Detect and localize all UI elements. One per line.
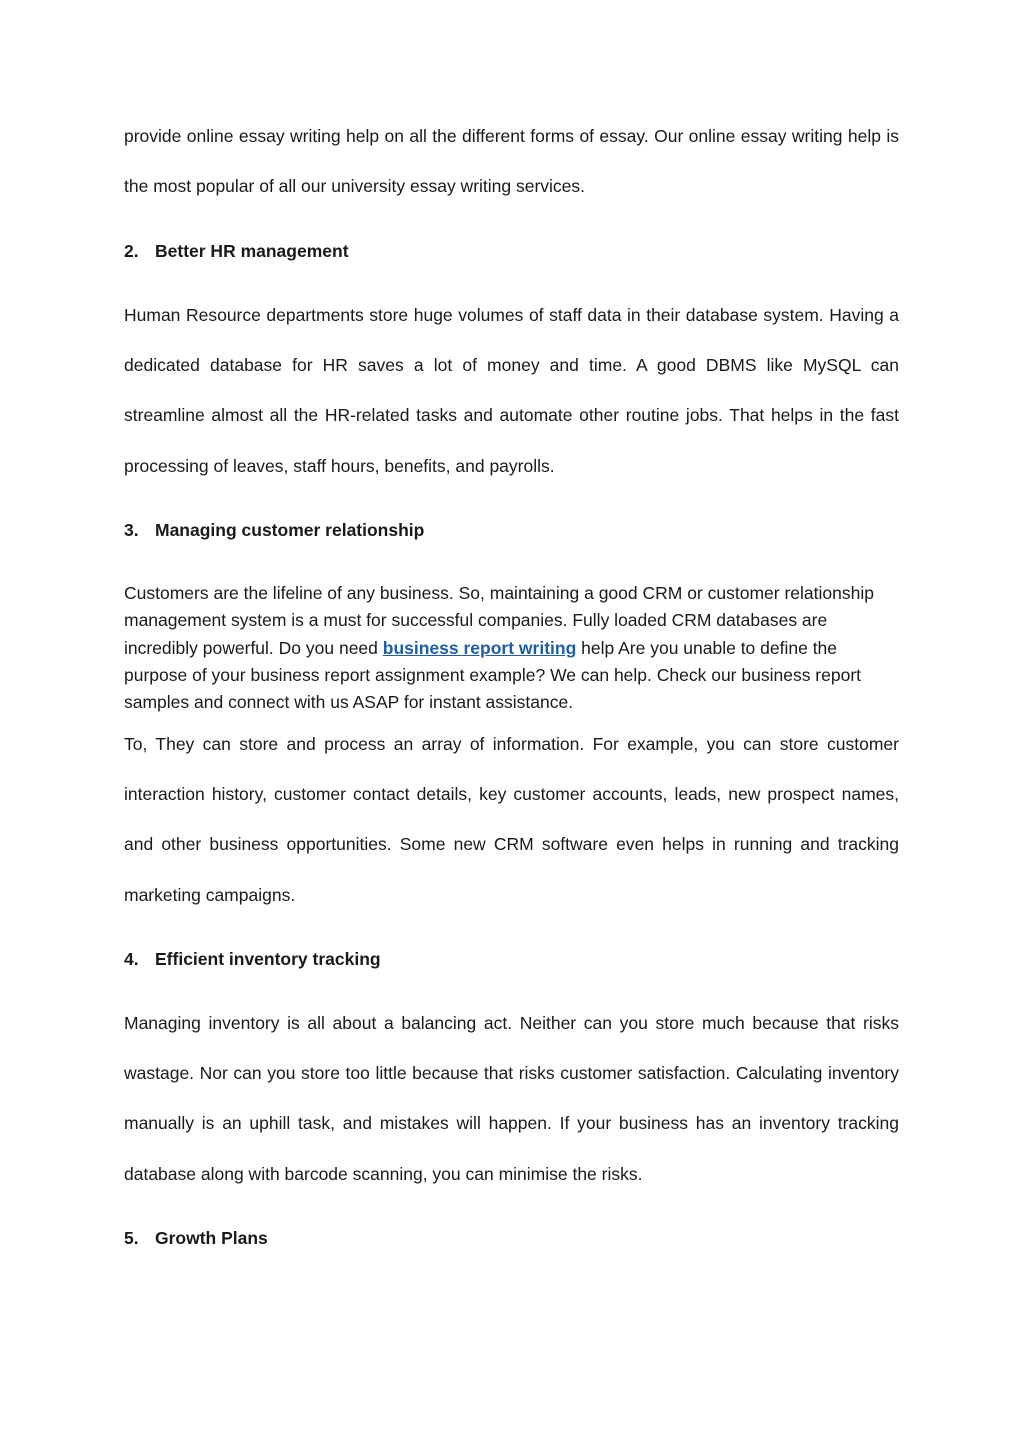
section-paragraph-crm: To, They can store and process an array of information. For example, you can store customer interaction history, customer contact details, key customer accounts, leads, new prospect names, and other business opportunities. Some new CRM software even helps in running and tracking marketing campaigns.	[124, 734, 899, 905]
section-heading-inventory	[124, 947, 899, 971]
inserted-text-after-link: help Are you unable to define the purpose of your business report assignment example? We can help. Check our business report samples and connect with us ASAP for instant assistance.	[124, 637, 862, 713]
section-title: Better HR management	[155, 241, 349, 261]
business-report-writing-link[interactable]: business report writing	[382, 637, 577, 658]
inserted-text-before-link: Customers are the lifeline of any business. So, maintaining a good CRM or customer relationship management system is a must for successful companies. Fully loaded CRM databases are incredibly powerful. Do you need	[124, 583, 874, 658]
section-title: Growth Plans	[155, 1228, 268, 1248]
section-paragraph-hr: Human Resource departments store huge volumes of staff data in their database system. Having a dedicated database for HR saves a lot of money and time. A good DBMS like MySQL can streamline almost all the HR-related tasks and automate other routine jobs. That helps in the fast processing of leaves, staff hours, benefits, and payrolls.	[124, 305, 899, 476]
section-number: 3.	[124, 520, 139, 540]
section-number: 2.	[124, 241, 139, 261]
section-paragraph-inventory: Managing inventory is all about a balancing act. Neither can you store much because that risks wastage. Nor can you store too little because that risks customer satisfaction. Calculating inventory manually is an uphill task, and mistakes will happen. If your business has an inventory tracking database along with barcode scanning, you can minimise the risks.	[124, 1013, 899, 1184]
section-number: 4.	[124, 949, 139, 969]
section-title: Efficient inventory tracking	[155, 949, 381, 969]
section-title: Managing customer relationship	[155, 520, 425, 540]
intro-paragraph: provide online essay writing help on all the different forms of essay. Our online essay writing help is the most popular of all our university essay writing services.	[124, 126, 899, 197]
section-heading-crm	[124, 518, 899, 542]
inserted-paragraph	[124, 580, 899, 716]
section-heading-hr	[124, 239, 899, 263]
document-page	[124, 0, 899, 1447]
section-number: 5.	[124, 1228, 139, 1248]
section-heading-growth	[124, 1226, 899, 1250]
